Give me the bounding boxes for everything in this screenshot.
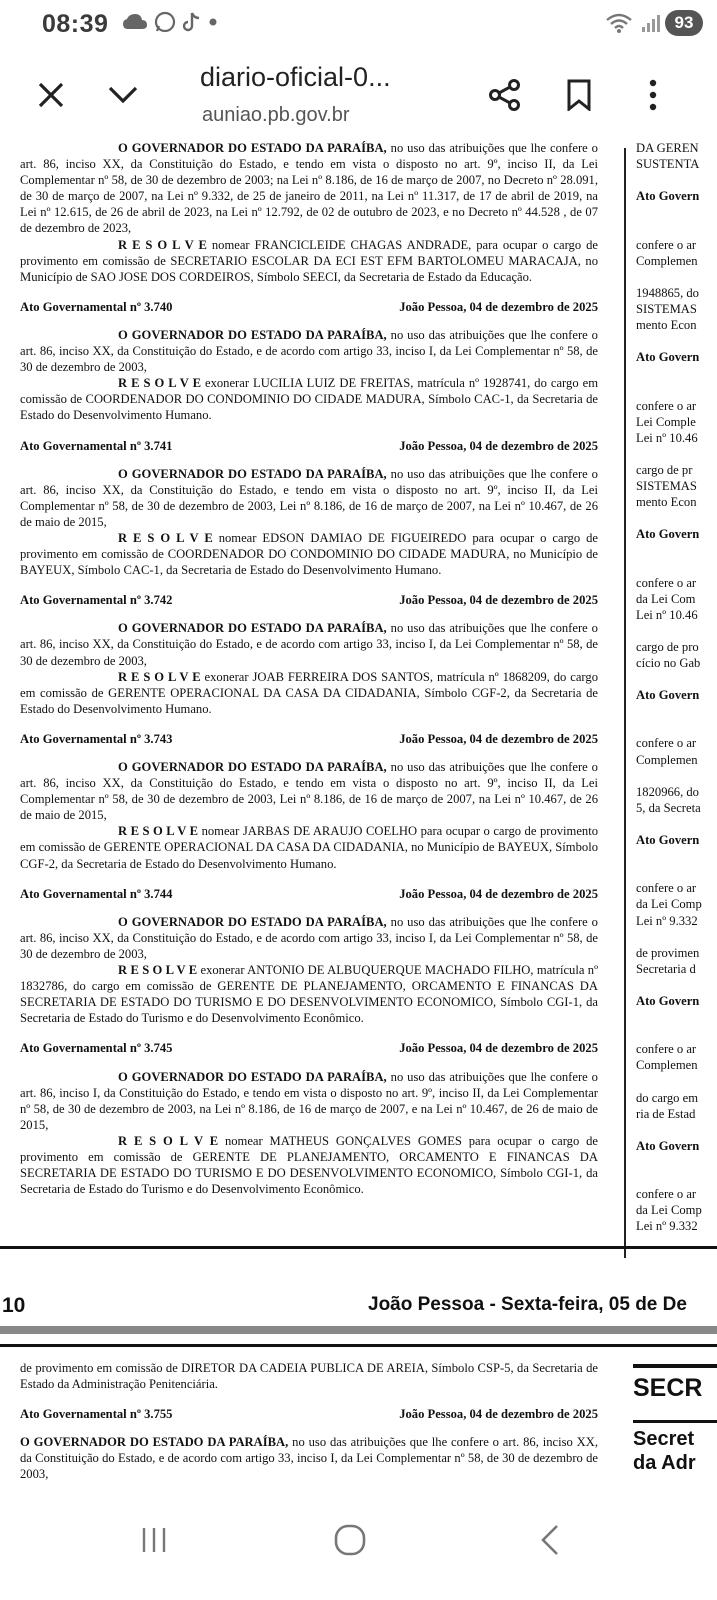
- act-resolution: [20, 530, 598, 578]
- right-column-line: [636, 929, 717, 945]
- right-column-line: [636, 1170, 717, 1186]
- bookmark-button[interactable]: [560, 76, 598, 114]
- act-header: [20, 886, 598, 902]
- page-url[interactable]: auniao.pb.gov.br: [202, 104, 350, 126]
- right-column-line: [636, 558, 717, 574]
- close-icon: [37, 81, 65, 109]
- resolve-label: R E S O L V E: [118, 1133, 219, 1148]
- act-resolution: [20, 823, 598, 871]
- right-column-line: [636, 703, 717, 719]
- act-body: no uso das atribuições que lhe confere o art. 86, inciso XX, da Constituição do Estado, e tendo em vista o disposto no art. 9º, inciso II, da Lei Complementar nº 58, de 30 de dezembro de 2003, Lei nº 8.186, de 16 de março de 2007, na Lei nº 10.467, de 26 de maio de 2015,: [20, 760, 598, 823]
- right-column-line: cargo de pr: [636, 462, 693, 477]
- cloud-icon: [122, 13, 148, 31]
- right-column-line: Ato Govern: [636, 833, 700, 848]
- right-column-line: Ato Govern: [636, 527, 700, 542]
- resolve-text: exonerar JOAB FERREIRA DOS SANTOS, matrícula nº 1868209, do cargo em comissão de GERENTE OPERACIONAL DA CASA DA CIDADANIA, Símbolo CGF-2, da Secretaria de Estado do Desenvolvimento Humano.: [20, 669, 598, 716]
- right-column-line: [636, 446, 717, 462]
- right-column-line: [636, 816, 717, 832]
- act-title: Ato Governamental nº 3.755: [20, 1407, 173, 1422]
- right-column-line: Complemen: [636, 253, 698, 268]
- resolve-text: nomear MATHEUS GONÇALVES GOMES para ocupar o cargo de provimento em comissão de GERENTE DE PLANEJAMENTO, ORCAMENTO E FINANCAS DA SECRETARIA DE ESTADO DO TURISMO E DO DESENVOLVIMENTO ECONOMICO, Símbolo CGI-1, da Secretaria de Estado do Turismo e do Desenvolvimento Econômico.: [20, 1133, 598, 1197]
- collapse-button[interactable]: [104, 76, 142, 114]
- recents-icon: [139, 1525, 169, 1555]
- act-body: no uso das atribuições que lhe confere o art. 86, inciso XX, da Constituição do Estado, e tendo em vista o disposto no art. 9º, inciso II, da Lei Complementar nº 58, de 30 de dezembro de 2003, Lei nº 8.186, de 16 de março de 2007, na Lei nº 10.467, de 26 de maio de 2015,: [20, 466, 598, 529]
- right-column-line: [636, 365, 717, 381]
- right-column-line: da Lei Comp: [636, 897, 702, 912]
- battery-indicator: 93: [665, 10, 703, 36]
- right-column-line: confere o ar: [636, 1187, 697, 1202]
- act-date: João Pessoa, 04 de dezembro de 2025: [399, 593, 598, 608]
- sidebar-heading: SECR: [633, 1364, 717, 1403]
- tiktok-icon: [182, 11, 202, 33]
- right-column-line: confere o ar: [636, 237, 697, 252]
- right-column-line: Lei nº 10.46: [636, 607, 698, 622]
- right-column-line: mento Econ: [636, 318, 697, 333]
- right-column: [636, 140, 717, 1234]
- document-page[interactable]: [0, 140, 717, 1260]
- act-header: [20, 731, 598, 747]
- act-paragraph: [20, 914, 598, 962]
- right-column-line: cício no Gab: [636, 656, 701, 670]
- act-body: no uso das atribuições que lhe confere o art. 86, inciso XX, da Constituição do Estado, e de acordo com artigo 33, inciso I, da Lei Complementar nº 58, de 30 de dezembro de 2003,: [20, 327, 598, 375]
- right-column-line: Lei nº 10.46: [636, 430, 698, 445]
- recents-button[interactable]: [124, 1520, 184, 1560]
- governor-heading: O GOVERNADOR DO ESTADO DA PARAÍBA,: [118, 327, 387, 342]
- resolve-label: R E S O L V E: [118, 963, 198, 978]
- act-title: Ato Governamental nº 3.740: [20, 299, 173, 314]
- right-column-line: Ato Govern: [636, 688, 700, 703]
- act-body: no uso das atribuições que lhe confere o art. 86, inciso XX, da Constituição do Estado, e de acordo com artigo 33, inciso I, da Lei Complementar nº 58, de 30 de dezembro de 2003,: [20, 1435, 598, 1482]
- right-column-line: [636, 1009, 717, 1025]
- right-column-line: [636, 1154, 717, 1170]
- right-column-line: [636, 864, 717, 880]
- back-icon: [539, 1523, 561, 1557]
- intro-paragraph: [20, 140, 598, 237]
- right-column-line: 1820966, do: [636, 784, 699, 799]
- governor-heading: O GOVERNADOR DO ESTADO DA PARAÍBA,: [118, 760, 387, 774]
- right-column-line: SISTEMAS: [636, 478, 697, 493]
- act-date: João Pessoa, 04 de dezembro de 2025: [399, 1407, 598, 1422]
- act-title: Ato Governamental nº 3.743: [20, 731, 173, 746]
- document-page-2[interactable]: [0, 1350, 717, 1482]
- right-column-line: Lei Comple: [636, 414, 696, 429]
- governor-heading: O GOVERNADOR DO ESTADO DA PARAÍBA,: [118, 621, 387, 636]
- page-number: 10: [2, 1294, 26, 1317]
- act-paragraph: [20, 327, 598, 375]
- page-bottom-rule: [0, 1246, 717, 1249]
- status-bar: [0, 0, 717, 48]
- act-paragraph: [20, 759, 598, 823]
- navigation-bar: [0, 1482, 717, 1600]
- home-icon: [333, 1523, 367, 1557]
- intro-text: no uso das atribuições que lhe confere o art. 86, inciso XX, da Constituição do Estado, e tendo em vista o disposto no art. 9º, inciso II, da Lei Complementar nº 58, de 30 de dezembro de 2003; na Lei nº 8.186, de 16 de março de 2007, no Decreto nº 28.091, de 30 de março de 2007, na Lei nº 9.332, de 25 de janeiro de 2011, na Lei nº 11.317, de 17 de abril de 2019, na Lei nº 12.615, de 26 de abril de 2023, na Lei nº 12.792, de 02 de outubro de 2023, e no Decreto nº 44.528 , de 07 de dezembro de 2023,: [20, 141, 598, 236]
- act-resolution: [20, 962, 598, 1026]
- act-paragraph: [20, 620, 598, 668]
- act-title: Ato Governamental nº 3.741: [20, 438, 173, 453]
- act-paragraph: [20, 1434, 598, 1482]
- signal-icon: [641, 13, 661, 33]
- act-date: João Pessoa, 04 de dezembro de 2025: [399, 1041, 598, 1056]
- acts-list: [20, 299, 598, 1197]
- right-column-line: [636, 768, 717, 784]
- act-body: no uso das atribuições que lhe confere o art. 86, inciso XX, da Constituição do Estado, e de acordo com artigo 33, inciso I, da Lei Complementar nº 58, de 30 de dezembro de 2003,: [20, 914, 598, 961]
- act-resolution: [20, 375, 598, 423]
- act-resolution: [20, 669, 598, 717]
- browser-toolbar: [0, 48, 717, 138]
- notification-icons: [122, 11, 218, 33]
- resolve-label: R E S O L V E: [118, 824, 199, 839]
- right-column-line: da Lei Com: [636, 591, 696, 606]
- header-bar: [0, 1326, 717, 1334]
- sidebar-sub-line-1: Secret: [633, 1428, 695, 1450]
- right-column-line: Ato Govern: [636, 1138, 700, 1153]
- right-column-line: 5, da Secreta: [636, 800, 701, 815]
- continuation-text: de provimento em comissão de DIRETOR DA CADEIA PUBLICA DE AREIA, Símbolo CSP-5, da Secretaria de Estado da Administração Penitenciária.: [20, 1361, 598, 1392]
- governor-heading: O GOVERNADOR DO ESTADO DA PARAÍBA,: [20, 1435, 289, 1450]
- governor-heading: O GOVERNADOR DO ESTADO DA PARAÍBA,: [118, 141, 387, 155]
- right-column-line: Ato Govern: [636, 350, 700, 365]
- header-rule: [0, 1344, 717, 1347]
- right-column-line: de provimen: [636, 945, 700, 960]
- back-button[interactable]: [520, 1520, 580, 1560]
- act-body: no uso das atribuições que lhe confere o art. 86, inciso XX, da Constituição do Estado, e de acordo com artigo 33, inciso I, da Lei Complementar nº 58, de 30 de dezembro de 2003,: [20, 621, 598, 668]
- more-vert-icon: [648, 79, 658, 111]
- right-column-line: [636, 204, 717, 220]
- act-title: Ato Governamental nº 3.745: [20, 1041, 173, 1056]
- right-column-line: [636, 671, 717, 687]
- right-column-line: da Lei Comp: [636, 1203, 702, 1218]
- resolve-label: R E S O L V E: [118, 376, 201, 391]
- right-column-line: do cargo em: [636, 1090, 699, 1105]
- governor-heading: O GOVERNADOR DO ESTADO DA PARAÍBA,: [118, 466, 387, 481]
- right-column-line: confere o ar: [636, 575, 697, 590]
- right-column-line: confere o ar: [636, 398, 697, 413]
- act-date: João Pessoa, 04 de dezembro de 2025: [399, 438, 598, 453]
- right-column-line: SUSTENTA: [636, 157, 700, 172]
- act-header: [20, 299, 598, 315]
- bookmark-icon: [567, 79, 591, 111]
- right-column-line: Ato Govern: [636, 993, 700, 1008]
- resolve-label: R E S O L V E: [118, 237, 207, 252]
- wifi-icon: [605, 12, 633, 34]
- resolve-label: R E S O L V E: [118, 530, 213, 545]
- whatsapp-icon: [154, 11, 176, 33]
- act-title: Ato Governamental nº 3.744: [20, 886, 173, 901]
- right-column-line: cargo de pro: [636, 639, 699, 654]
- share-button[interactable]: [486, 76, 524, 114]
- right-column-line: [636, 1025, 717, 1041]
- resolve-text: nomear JARBAS DE ARAUJO COELHO para ocupar o cargo de provimento em comissão de GERENTE OPERACIONAL DA CASA DA CIDADANIA, no Município de BAYEUX, Símbolo CGF-2, da Secretaria de Estado do Desenvolvimento Humano.: [20, 824, 599, 871]
- right-column-line: [636, 1122, 717, 1138]
- sidebar-subheading: [633, 1420, 717, 1475]
- act-date: João Pessoa, 04 de dezembro de 2025: [399, 886, 598, 901]
- right-column-line: [636, 333, 717, 349]
- right-column-line: Complemen: [636, 752, 698, 767]
- page-title: diario-oficial-0...: [200, 62, 391, 92]
- sidebar-sub-line-2: da Adr: [633, 1452, 696, 1474]
- act-date: João Pessoa, 04 de dezembro de 2025: [399, 731, 598, 746]
- right-column-line: [636, 220, 717, 236]
- act-header: [20, 438, 598, 454]
- home-button[interactable]: [320, 1520, 380, 1560]
- act-body: no uso das atribuições que lhe confere o art. 86, inciso I, da Constituição do Estado, e tendo em vista o disposto no art. 9º, inciso II, da Lei Complementar nº 58, de 30 de dezembro de 2003, na Lei nº 8.186, de 16 de março de 2007, e na Lei nº 10.467, de 26 de maio de 2015,: [20, 1069, 598, 1132]
- right-column-line: Ato Govern: [636, 189, 700, 204]
- right-column-line: Secretaria d: [636, 961, 696, 976]
- right-column-line: ria de Estad: [636, 1106, 696, 1121]
- right-column-line: [636, 172, 717, 188]
- right-column-line: [636, 623, 717, 639]
- right-column-line: confere o ar: [636, 881, 697, 896]
- act-header: [20, 1406, 598, 1422]
- dot-icon: [208, 17, 218, 27]
- right-column-line: [636, 269, 717, 285]
- main-column: [20, 140, 598, 1197]
- act-date: João Pessoa, 04 de dezembro de 2025: [399, 299, 598, 314]
- resolve-text: nomear EDSON DAMIAO DE FIGUEIREDO para ocupar o cargo de provimento em comissão de COORDENADOR DO CONDOMINIO DO CIDADE MADURA, no Município de BAYEUX, Símbolo CAC-1, da Secretaria de Estado do Desenvolvimento Humano.: [20, 530, 598, 578]
- page-date: João Pessoa - Sexta-feira, 05 de De: [368, 1294, 687, 1315]
- page-header: [0, 1260, 717, 1350]
- act-header: [20, 1040, 598, 1056]
- right-column-line: Lei nº 9.332: [636, 1219, 698, 1234]
- governor-heading: O GOVERNADOR DO ESTADO DA PARAÍBA,: [118, 1069, 387, 1084]
- act-paragraph: [20, 1069, 598, 1133]
- resolve-text: exonerar ANTONIO DE ALBUQUERQUE MACHADO FILHO, matrícula nº 1832786, do cargo em comissão de GERENTE DE PLANEJAMENTO, ORCAMENTO E FINANCAS DA SECRETARIA DE ESTADO DO TURISMO E DO DESENVOLVIMENTO ECONOMICO, Símbolo CGI-1, da Secretaria de Estado do Turismo e do Desenvolvimento Econômico.: [20, 963, 598, 1026]
- right-column-line: [636, 1073, 717, 1089]
- right-column-line: 1948865, do: [636, 285, 699, 300]
- right-column-line: [636, 977, 717, 993]
- right-column-line: [636, 510, 717, 526]
- right-column-line: confere o ar: [636, 736, 697, 751]
- right-column-line: [636, 542, 717, 558]
- column-divider: [624, 148, 626, 1258]
- resolve-text: nomear FRANCICLEIDE CHAGAS ANDRADE, para ocupar o cargo de provimento em comissão de SECRETARIO ESCOLAR DA ECI EST EFM BARTOLOMEU MARACAJA, no Município de SAO JOSE DOS CORDEIROS, Símbolo SEECI, da Secretaria de Estado da Educação.: [20, 237, 598, 284]
- resolve-label: R E S O L V E: [118, 669, 201, 684]
- act-resolution: [20, 1133, 598, 1197]
- more-options-button[interactable]: [634, 76, 672, 114]
- status-time: 08:39: [42, 10, 109, 38]
- intro-resolve: [20, 237, 598, 285]
- chevron-down-icon: [107, 85, 139, 105]
- right-column-line: [636, 719, 717, 735]
- right-column-line: DA GEREN: [636, 141, 699, 155]
- right-column-line: mento Econ: [636, 495, 697, 510]
- page2-column: [20, 1360, 598, 1482]
- governor-heading: O GOVERNADOR DO ESTADO DA PARAÍBA,: [118, 914, 387, 929]
- right-column-line: Lei nº 9.332: [636, 913, 698, 928]
- resolve-text: exonerar LUCILIA LUIZ DE FREITAS, matrícula nº 1928741, do cargo em comissão de COORDENADOR DO CONDOMINIO DO CIDADE MADURA, Símbolo CAC-1, da Secretaria de Estado do Desenvolvimento Humano.: [20, 376, 598, 423]
- right-column-line: [636, 381, 717, 397]
- right-column-line: Complemen: [636, 1058, 698, 1073]
- close-button[interactable]: [32, 76, 70, 114]
- act-paragraph: [20, 466, 598, 530]
- share-icon: [488, 78, 522, 112]
- right-column-line: [636, 848, 717, 864]
- act-header: [20, 592, 598, 608]
- act-title: Ato Governamental nº 3.742: [20, 593, 173, 608]
- right-column-line: confere o ar: [636, 1042, 697, 1057]
- right-column-line: SISTEMAS: [636, 301, 697, 316]
